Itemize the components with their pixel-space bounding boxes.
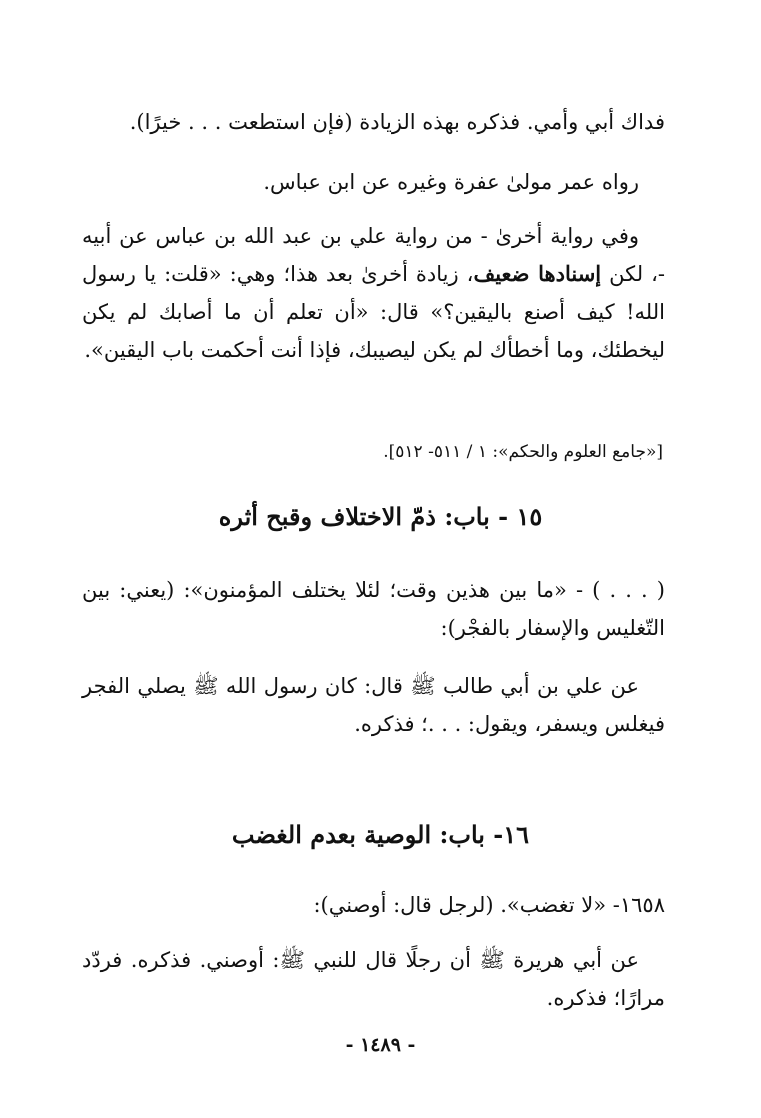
section-15-heading: ١٥ - باب: ذمّ الاختلاف وقبح أثره (218, 502, 543, 531)
page-number: - ١٤٨٩ - (345, 1034, 416, 1056)
section-16-hadith-text: ١٦٥٨- «لا تغضب». (لرجل قال: أوصني): (313, 893, 665, 917)
source-reference: [«جامع العلوم والحكم»: ١ / ٥١١- ٥١٢]. (383, 442, 663, 462)
paragraph-narration: رواه عمر مولىٰ عفرة وغيره عن ابن عباس. (263, 170, 639, 194)
other-narration-text-2: ، زيادة أخرىٰ بعد هذا؛ وهي: «قلت: يا رسول الله! كيف أصنع باليقين؟» قال: «أن تعلم أن ما أصابك لم يكن ليخطئك، وما أخطأك لم يكن ليصيبك، فإذا أنت أحكمت باب اليقين». (82, 262, 665, 362)
paragraph-continuation: فداك أبي وأمي. فذكره بهذه الزيادة (فإن استطعت . . . خيرًا). (129, 110, 665, 134)
section-16-narration: عن أبي هريرة ﷺ أن رجلًا قال للنبي ﷺ: أوصني. فذكره. فردّد مرارًا؛ فذكره. (82, 948, 665, 1010)
section-16-heading: ١٦- باب: الوصية بعدم الغضب (231, 820, 530, 849)
section-15-narration: عن علي بن أبي طالب ﷺ قال: كان رسول الله ﷺ يصلي الفجر فيغلس ويسفر، ويقول: . . .؛ فذكره. (82, 674, 665, 736)
weak-chain-text: إسنادها ضعيف (473, 261, 602, 286)
section-15-hadith-text: ( . . . ) - «ما بين هذين وقت؛ لئلا يختلف المؤمنون»: (يعني: بين التّغليس والإسفار بالفجْر): (82, 578, 665, 640)
other-narration-text-1: وفي رواية أخرىٰ - من رواية علي بن عبد الله بن عباس عن أبيه -، لكن (82, 224, 665, 286)
paragraph-other-narration (82, 217, 665, 369)
